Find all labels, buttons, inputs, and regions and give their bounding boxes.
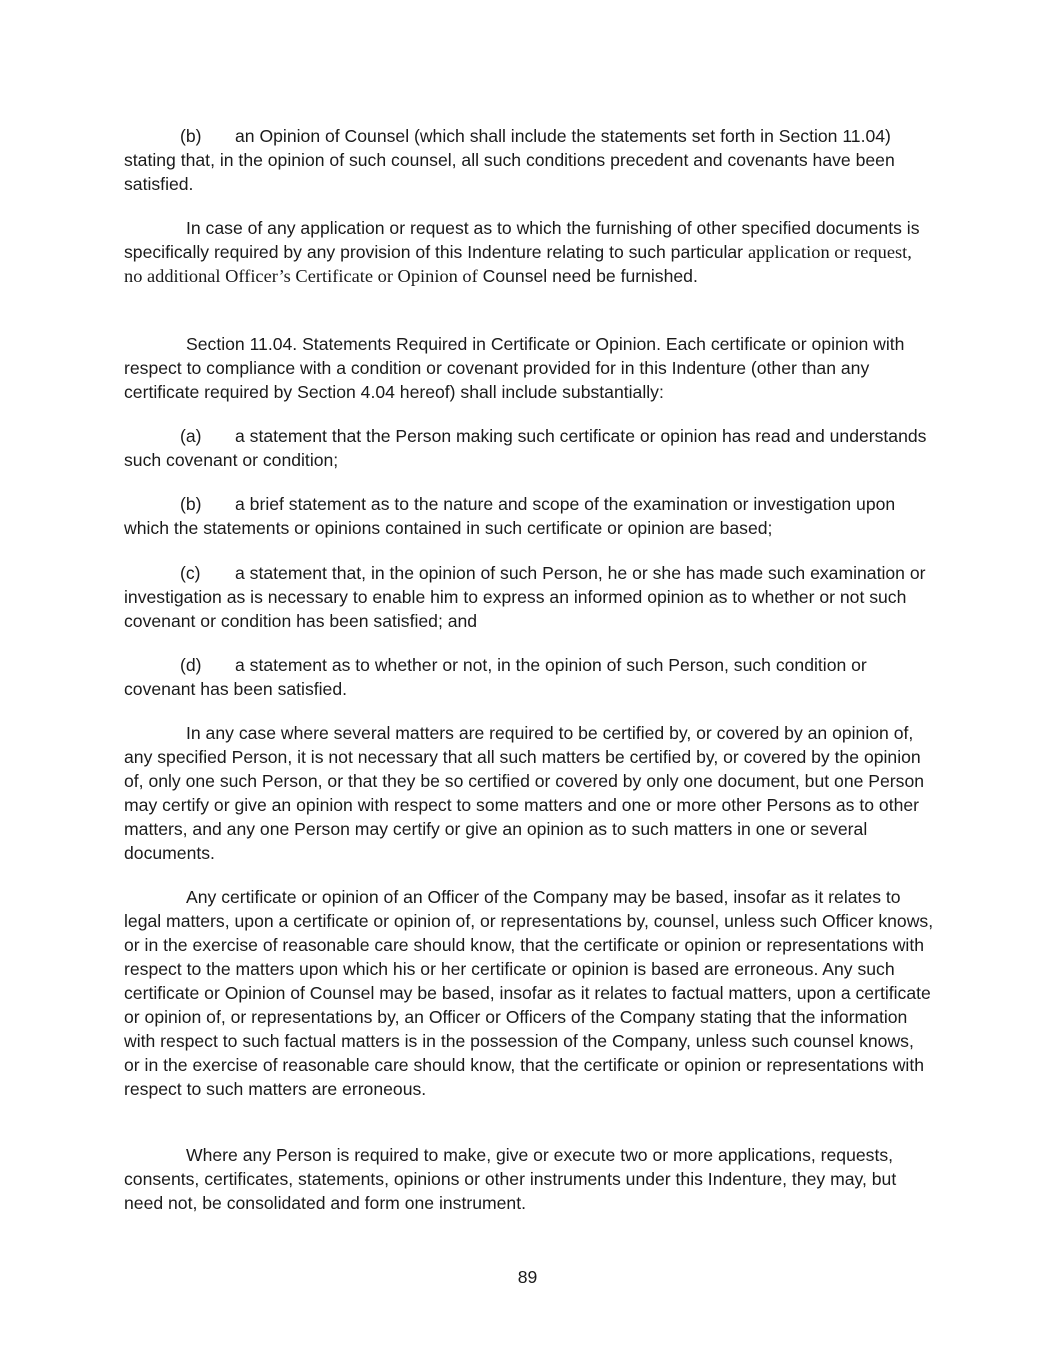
- paragraph-text: Any certificate or opinion of an Officer of the Company may be based, insofar as it relates to legal matters, upon a certificate or opinion of, or representations by, counsel, unless such Officer knows, or in the exercise of reasonable care should know, that the certificate or opinion or representations with respect to the matters upon which his or her certificate or opinion is based are erroneous. Any such certificate or Opinion of Counsel may be based, insofar as it relates to factual matters, upon a certificate or opinion of, or representations by, an Officer or Officers of the Company stating that the information with respect to such factual matters is in the possession of the Company, unless such counsel knows, or in the exercise of reasonable care should know, that the certificate or opinion or representations with respect to such matters are erroneous.: [124, 887, 934, 1099]
- paragraph-text: Counsel need be furnished.: [482, 266, 698, 286]
- paragraph-several-matters: [124, 721, 934, 865]
- item-label: (b): [180, 126, 202, 146]
- paragraph-item-b: [124, 492, 934, 540]
- paragraph-text: a brief statement as to the nature and scope of the examination or investigation upon which the statements or opinions contained in such certificate or opinion are based;: [124, 494, 896, 538]
- paragraph-item-b-opinion-of-counsel: [124, 124, 934, 196]
- paragraph-item-d: [124, 653, 934, 701]
- paragraph-text: Where any Person is required to make, give or execute two or more applications, requests, consents, certificates, statements, opinions or other instruments under this Indenture, they may, but need not, be consolidated and form one instrument.: [124, 1145, 897, 1213]
- paragraph-text: In case of any application or request as to which the furnishing of other specified documents is specifically required by any provision of this Indenture relating to such particular: [124, 218, 920, 262]
- paragraph-item-a: [124, 424, 934, 472]
- item-label: (d): [180, 655, 202, 675]
- item-label: (a): [180, 426, 202, 446]
- paragraph-multiple-instruments: [124, 1143, 934, 1215]
- paragraph-text-serif-run: application or request, no additional Officer’s Certificate or Opinion of: [124, 242, 912, 286]
- item-label: (b): [180, 494, 202, 514]
- paragraph-text: Section 11.04. Statements Required in Certificate or Opinion. Each certificate or opinion with respect to compliance with a condition or covenant provided for in this Indenture (other than any certificate required by Section 4.04 hereof) shall include substantially:: [124, 334, 905, 402]
- paragraph-text: a statement that, in the opinion of such Person, he or she has made such examination or investigation as is necessary to enable him to express an informed opinion as to whether or not such covenant or condition has been satisfied; and: [124, 563, 926, 631]
- paragraph-text: a statement that the Person making such certificate or opinion has read and understands such covenant or condition;: [124, 426, 927, 470]
- paragraph-officer-certificate: [124, 885, 934, 1101]
- paragraph-text: In any case where several matters are required to be certified by, or covered by an opinion of, any specified Person, it is not necessary that all such matters be certified by, or covered by the opinion of, only one such Person, or that they be so certified or covered by only one document, but one Person may certify or give an opinion with respect to some matters and one or more other Persons as to other matters, and any one Person may certify or give an opinion as to such matters in one or several documents.: [124, 723, 925, 863]
- item-label: (c): [180, 563, 201, 583]
- paragraph-section-11-04: [124, 332, 934, 404]
- paragraph-text: a statement as to whether or not, in the opinion of such Person, such condition or covenant has been satisfied.: [124, 655, 867, 699]
- paragraph-item-c: [124, 561, 934, 633]
- paragraph-text: an Opinion of Counsel (which shall include the statements set forth in Section 11.04) stating that, in the opinion of such counsel, all such conditions precedent and covenants have been satisfied.: [124, 126, 895, 194]
- page-number: 89: [517, 1267, 538, 1287]
- paragraph-furnishing-documents: [124, 216, 934, 288]
